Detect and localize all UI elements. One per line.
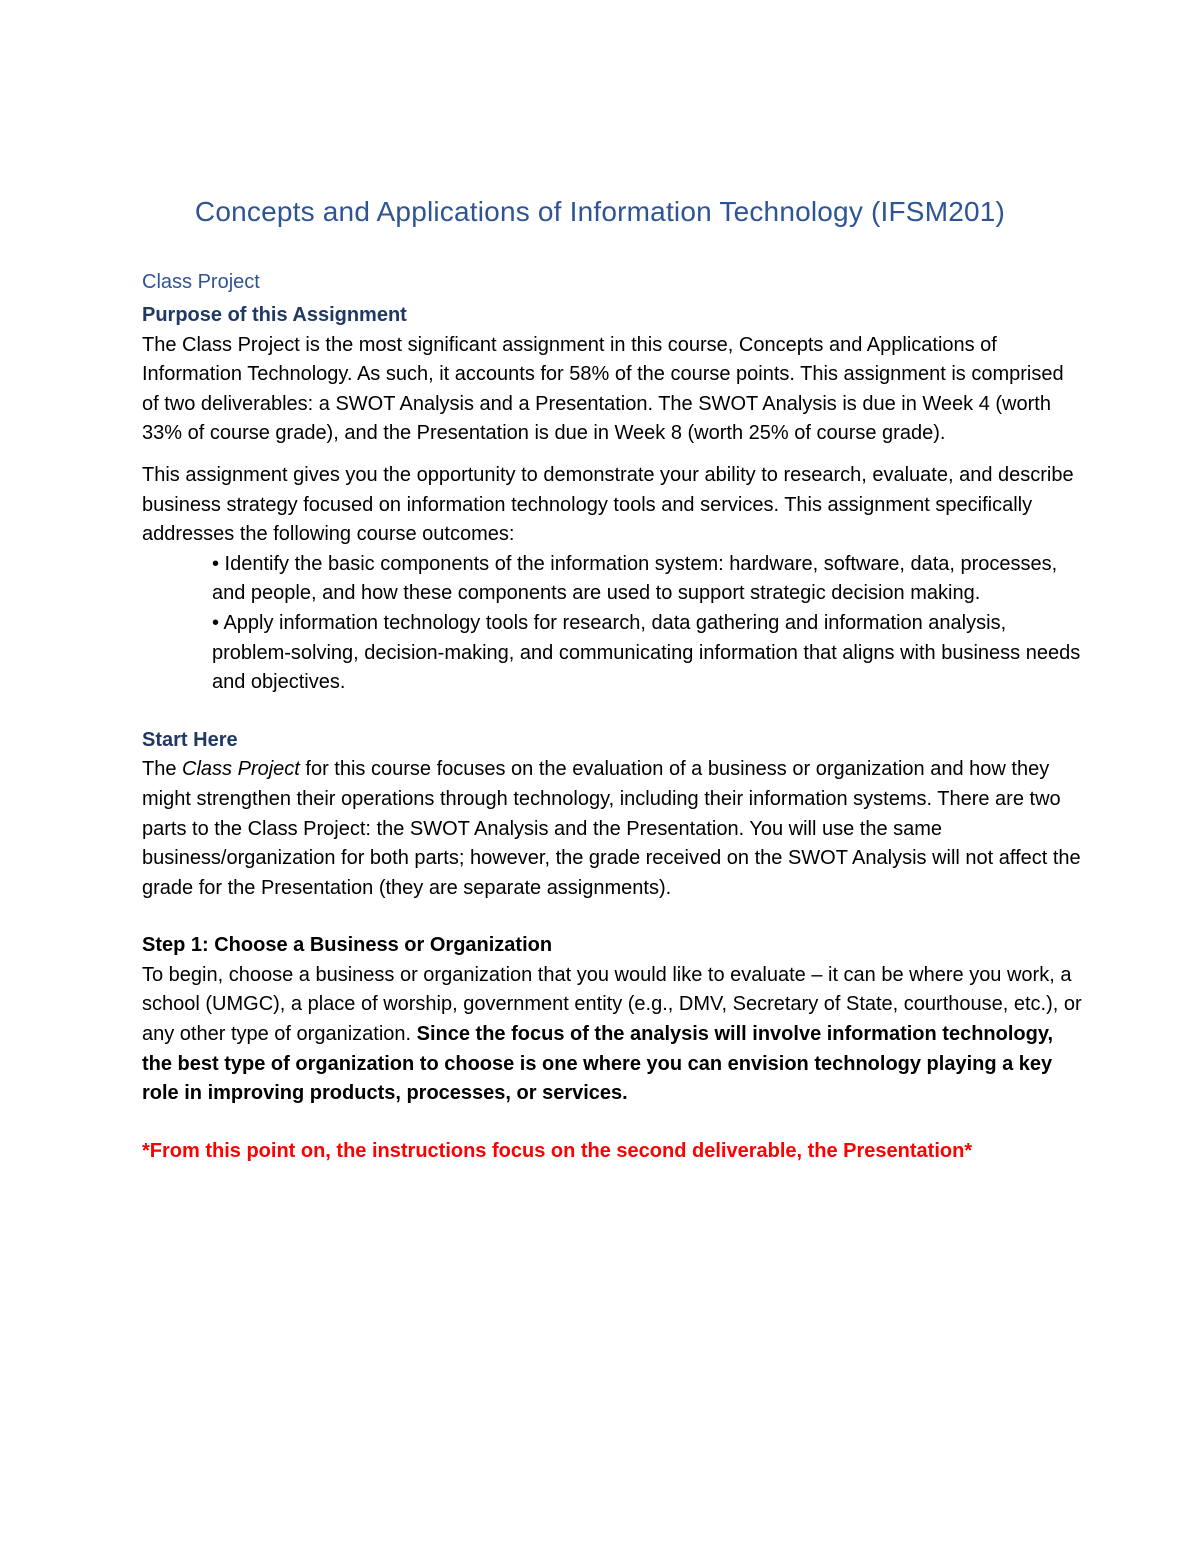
- presentation-note: *From this point on, the instructions focus on the second deliverable, the Presentation*: [142, 1139, 973, 1162]
- outcome-item: • Apply information technology tools for research, data gathering and information analysis, problem-solving, decision-making, and communicating information that aligns with business needs and objectives.: [212, 611, 1081, 694]
- start-here-text-rest: for this course focuses on the evaluation of a business or organization and how they might strengthen their operations through technology, including their information systems. There are two parts to the Class Project: the SWOT Analysis and the Presentation. You will use the same business/organization for both parts; however, the grade received on the SWOT Analysis will not affect the grade for the Presentation (they are separate assignments).: [142, 758, 1081, 899]
- start-here-text-lead: The: [142, 758, 183, 781]
- class-project-heading: Class Project: [142, 271, 260, 293]
- step1-emphasis: Since the focus of the analysis will involve information technology, the best type of organization to choose is one where you can envision technology playing a key role in improving products, processes, or services.: [142, 1023, 1054, 1105]
- purpose-heading: Purpose of this Assignment: [142, 304, 407, 326]
- step1-text: To begin, choose a business or organization that you would like to evaluate – it can be where you work, a school (UMGC), a place of worship, government entity (e.g., DMV, Secretary of State, courthouse, etc.), or any other type of organization.: [142, 963, 1082, 1046]
- purpose-paragraph-2: This assignment gives you the opportunity to demonstrate your ability to research, evaluate, and describe business strategy focused on information technology tools and services. This assignment specifically addresses the following course outcomes:: [142, 463, 1074, 546]
- outcome-item: • Identify the basic components of the information system: hardware, software, data, processes, and people, and how these components are used to support strategic decision making.: [212, 552, 1058, 605]
- step1-heading: Step 1: Choose a Business or Organization: [142, 934, 553, 957]
- purpose-paragraph-1: The Class Project is the most significant assignment in this course, Concepts and Applications of Information Technology. As such, it accounts for 58% of the course points. This assignment is comprised of two deliverables: a SWOT Analysis and a Presentation. The SWOT Analysis is due in Week 4 (worth 33% of course grade), and the Presentation is due in Week 8 (worth 25% of course grade).: [142, 333, 1064, 445]
- document-title: Concepts and Applications of Information Technology (IFSM201): [194, 196, 1006, 227]
- start-here-paragraph: [142, 755, 1082, 903]
- document-body: [142, 268, 1082, 1166]
- class-project-italic: Class Project: [182, 758, 300, 781]
- step1-paragraph: [142, 961, 1082, 1109]
- start-here-heading: Start Here: [142, 728, 238, 751]
- course-outcomes-list: [142, 550, 1082, 698]
